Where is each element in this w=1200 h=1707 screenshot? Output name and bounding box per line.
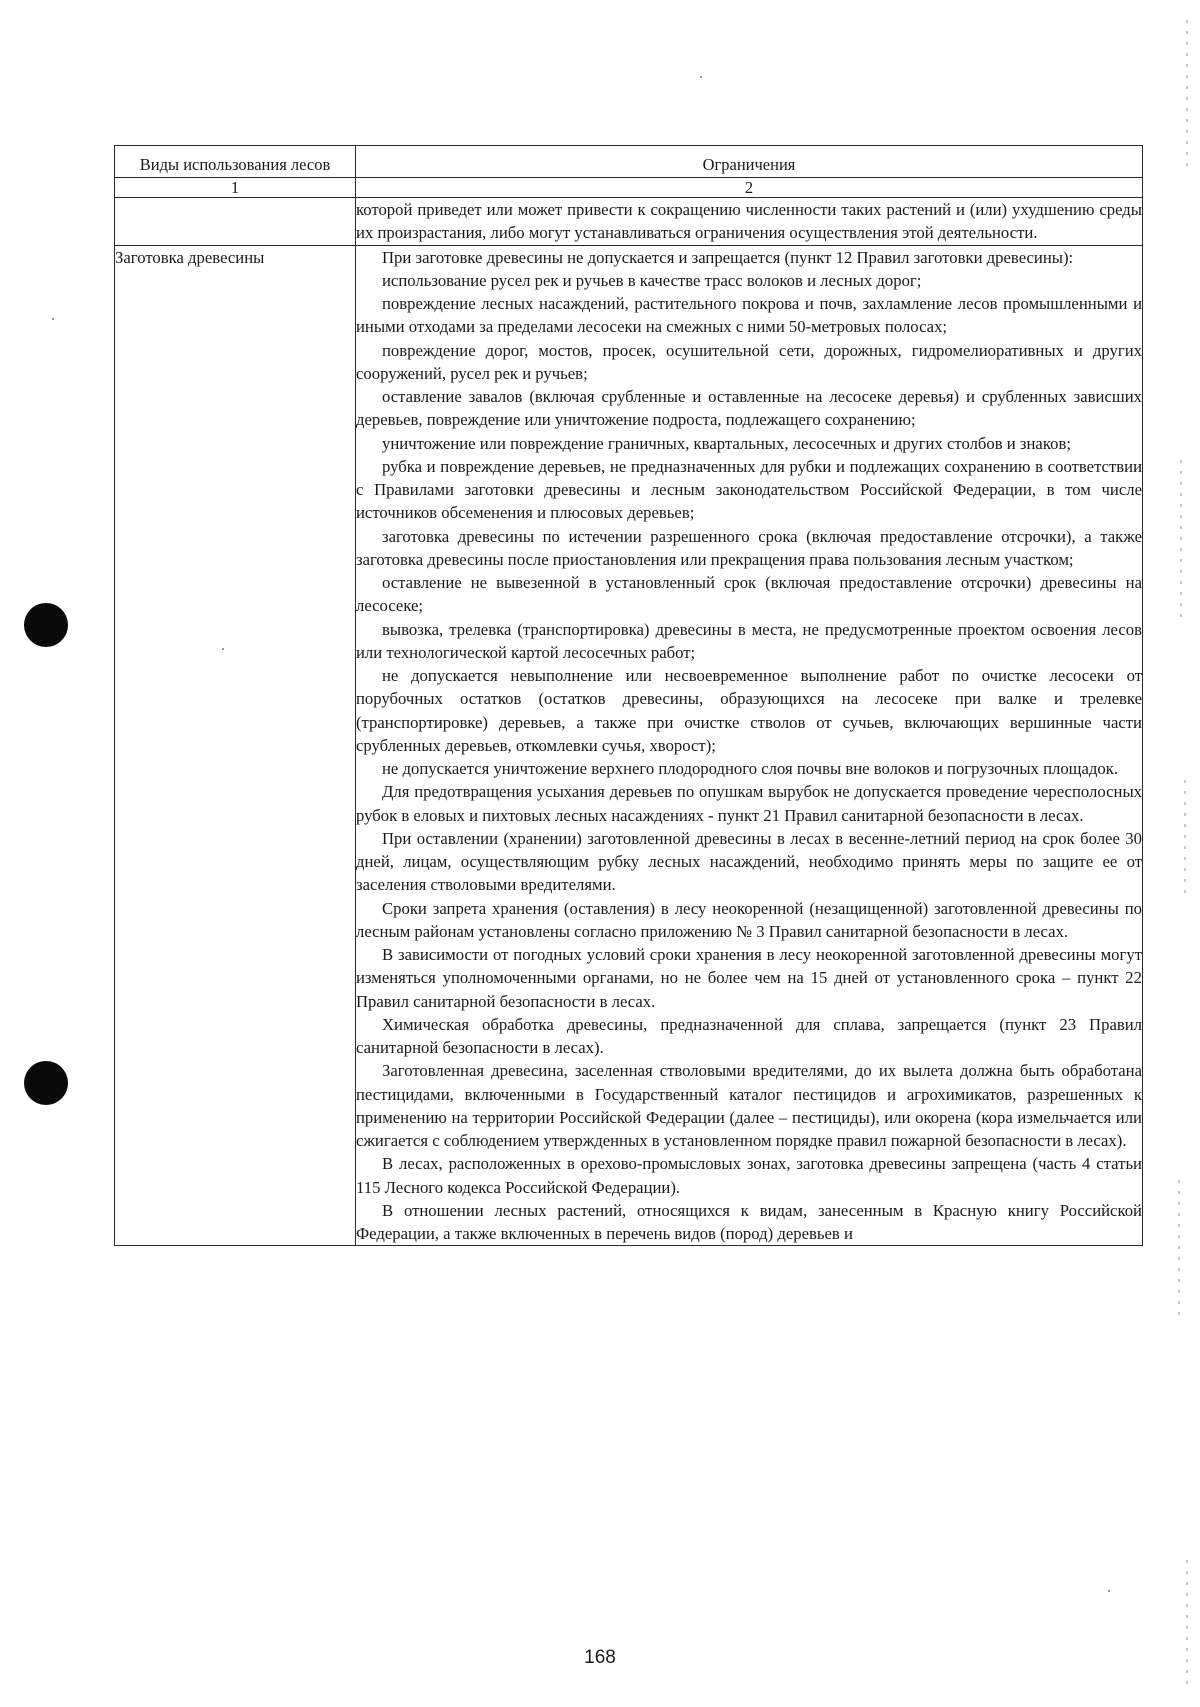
- restriction-paragraph: При оставлении (хранении) заготовленной древесины в лесах в весенне-летний период на срок более 30 дней, лицам, осуществляющим рубку лесных насаждений, необходимо принять меры по защите ее от заселения стволовыми вредителями.: [356, 828, 1142, 895]
- table-row: [115, 245, 1143, 1246]
- restrictions-table: [114, 145, 1143, 1246]
- header-restrictions: Ограничения: [356, 146, 1143, 178]
- restriction-paragraph: Заготовленная древесина, заселенная стволовыми вредителями, до их вылета должна быть обработана пестицидами, включенными в Государственный каталог пестицидов и агрохимикатов, разрешенных к применению на территории Российской Федерации (далее – пестициды), или окорена (кора измельчается или сжигается с соблюдением утвержденных в установленном порядке правил пожарной безопасности в лесах).: [356, 1061, 1142, 1150]
- header-forest-use-types: Виды использования лесов: [115, 146, 356, 178]
- scan-edge-artifact: [1184, 780, 1186, 900]
- column-number-1: 1: [115, 178, 356, 198]
- restriction-paragraph: При заготовке древесины не допускается и запрещается (пункт 12 Правил заготовки древесины):: [382, 247, 1074, 267]
- restriction-paragraph: Химическая обработка древесины, предназначенной для сплава, запрещается (пункт 23 Правил санитарной безопасности в лесах).: [356, 1014, 1142, 1057]
- continuation-type-cell: [115, 198, 356, 246]
- continuation-restrictions-cell: [356, 198, 1143, 246]
- punch-hole: [24, 603, 68, 647]
- scan-edge-artifact: [1180, 460, 1182, 620]
- scan-edge-artifact: [1186, 20, 1188, 170]
- restriction-paragraph: заготовка древесины по истечении разрешенного срока (включая предоставление отсрочки), а также заготовка древесины после приостановления или прекращения права пользования лесным участком;: [356, 526, 1142, 569]
- restriction-paragraph: повреждение лесных насаждений, растительного покрова и почв, захламление лесов промышленными и иными отходами за пределами лесосеки на смежных с ними 50-метровых полосах;: [356, 294, 1142, 337]
- restriction-paragraph: В лесах, расположенных в орехово-промысловых зонах, заготовка древесины запрещена (часть 4 статьи 115 Лесного кодекса Российской Федерации).: [356, 1154, 1142, 1197]
- restriction-paragraph: оставление завалов (включая срубленные и оставленные на лесосеке деревья) и срубленных зависших деревьев, повреждение или уничтожение подроста, подлежащего сохранению;: [356, 387, 1142, 430]
- restriction-paragraph: В зависимости от погодных условий сроки хранения в лесу неокоренной заготовленной древесины могут изменяться уполномоченными органами, но не более чем на 15 дней от установленного срока – пункт 22 Правил санитарной безопасности в лесах.: [356, 945, 1142, 1011]
- restriction-paragraph: не допускается невыполнение или несвоевременное выполнение работ по очистке лесосеки от порубочных остатков (остатков древесины, образующихся на лесосеке при валке и трелевке (транспортировке) деревьев, а также при очистке стволов от сучьев, включающих вершинные части срубленных деревьев, откомлевки сучья, хворост);: [356, 666, 1142, 755]
- forest-use-type-cell: Заготовка древесины: [115, 245, 356, 1246]
- table-header-row: [115, 146, 1143, 178]
- page-number: 168: [584, 1647, 616, 1668]
- restriction-paragraph: В отношении лесных растений, относящихся к видам, занесенным в Красную книгу Российской Федерации, а также включенных в перечень видов (пород) деревьев и: [356, 1200, 1142, 1243]
- table-column-numbers-row: [115, 178, 1143, 198]
- scan-edge-artifact: [1178, 1180, 1180, 1320]
- column-number-2: 2: [356, 178, 1143, 198]
- scan-speck: [1108, 1590, 1110, 1592]
- restriction-paragraph: повреждение дорог, мостов, просек, осушительной сети, дорожных, гидромелиоративных и других сооружений, русел рек и ручьев;: [356, 340, 1142, 383]
- restriction-paragraph: Сроки запрета хранения (оставления) в лесу неокоренной (незащищенной) заготовленной древесины по лесным районам установлены согласно приложению № 3 Правил санитарной безопасности в лесах.: [356, 898, 1142, 941]
- restriction-paragraph: использование русел рек и ручьев в качестве трасс волоков и лесных дорог;: [382, 270, 922, 290]
- scan-speck: [700, 76, 702, 78]
- table-row: [115, 198, 1143, 246]
- restriction-paragraph: оставление не вывезенной в установленный срок (включая предоставление отсрочки) древесины на лесосеке;: [356, 573, 1142, 616]
- scan-edge-artifact: [1186, 1560, 1188, 1690]
- scan-speck: [52, 318, 54, 320]
- restrictions-cell: [356, 245, 1143, 1246]
- restriction-paragraph: не допускается уничтожение верхнего плодородного слоя почвы вне волоков и погрузочных площадок.: [382, 759, 1119, 778]
- restriction-paragraph: уничтожение или повреждение граничных, квартальных, лесосечных и других столбов и знаков;: [382, 433, 1071, 453]
- restriction-paragraph: рубка и повреждение деревьев, не предназначенных для рубки и подлежащих сохранению в соответствии с Правилами заготовки древесины и лесным законодательством Российской Федерации, в том числе источников обсеменения и плюсовых деревьев;: [356, 456, 1142, 523]
- punch-hole: [24, 1061, 68, 1105]
- restriction-paragraph: Для предотвращения усыхания деревьев по опушкам вырубок не допускается проведение чересполосных рубок в еловых и пихтовых лесных насаждениях - пункт 21 Правил санитарной безопасности в лесах.: [356, 782, 1142, 825]
- continuation-paragraph: которой приведет или может привести к сокращению численности таких растений и (или) ухудшению среды их произрастания, либо могут устанавливаться ограничения осуществления этой деятельности.: [356, 200, 1142, 243]
- restriction-paragraph: вывозка, трелевка (транспортировка) древесины в места, не предусмотренные проектом освоения лесов или технологической картой лесосечных работ;: [356, 619, 1142, 662]
